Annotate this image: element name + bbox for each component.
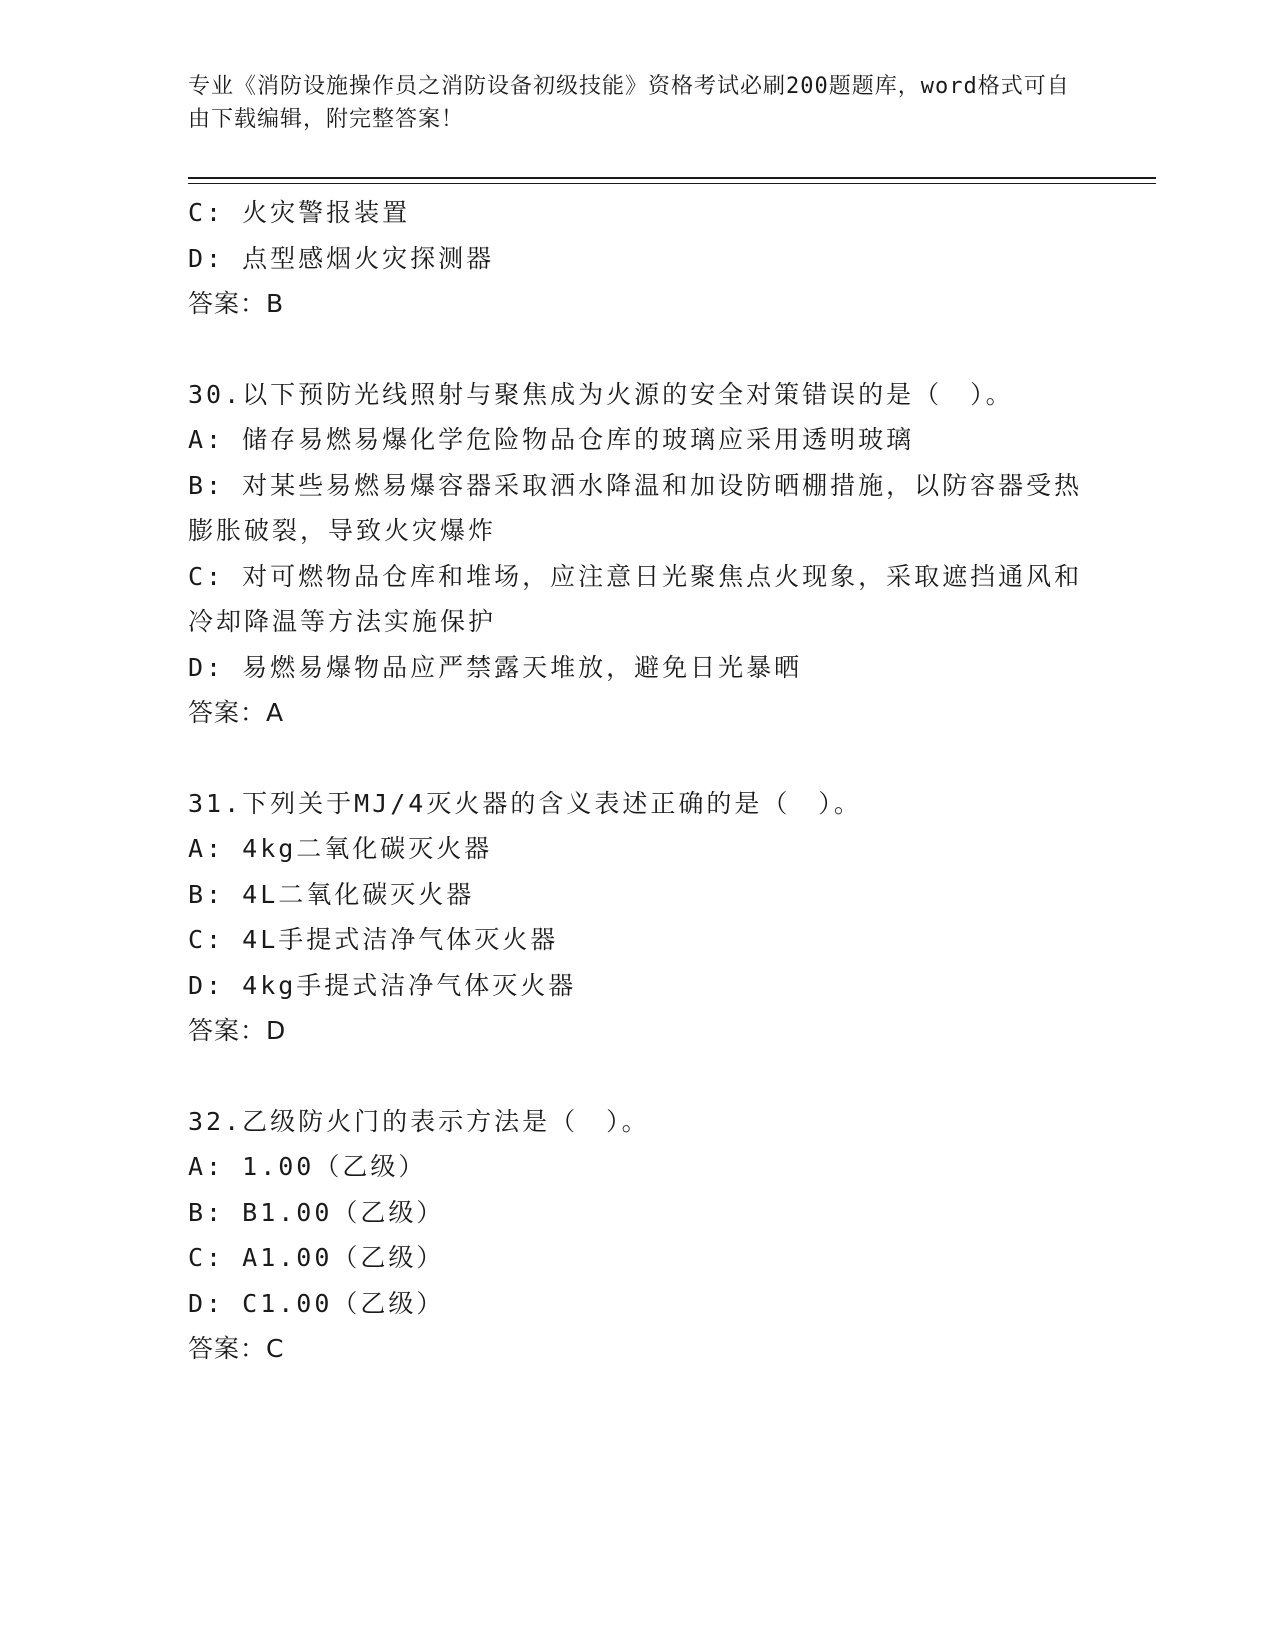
question-stem: 30.以下预防光线照射与聚焦成为火源的安全对策错误的是（ ）。	[188, 379, 1014, 409]
option-c: C: A1.00（乙级）	[188, 1243, 445, 1272]
option-b: B: 对某些易燃易爆容器采取洒水降温和加设防晒棚措施，以防容器受热膨胀破裂，导致火灾爆炸	[188, 470, 1083, 545]
answer-label: 答案：B	[188, 289, 285, 318]
option-d: D: C1.00（乙级）	[188, 1288, 445, 1318]
question-list	[188, 190, 1088, 1372]
option-c: C: 对可燃物品仓库和堆场，应注意日光聚焦点火现象，采取遮挡通风和冷却降温等方法实施保护	[188, 561, 1083, 636]
header-divider-thick	[188, 177, 1156, 179]
option-c: C: 火灾警报装置	[188, 198, 411, 227]
page-header: 专业《消防设施操作员之消防设备初级技能》资格考试必刷200题题库，word格式可自由下载编辑，附完整答案！	[188, 74, 1070, 132]
question-32	[188, 1099, 1088, 1372]
question-30	[188, 372, 1088, 736]
question-stem: 31.下列关于MJ/4灭火器的含义表述正确的是（ ）。	[188, 788, 862, 818]
option-b: B: 4L二氧化碳灭火器	[188, 879, 475, 909]
answer-label: 答案：A	[188, 698, 285, 727]
option-a: A: 4kg二氧化碳灭火器	[188, 834, 493, 863]
option-a: A: 1.00（乙级）	[188, 1152, 427, 1181]
question-31	[188, 781, 1088, 1054]
option-d: D: 点型感烟火灾探测器	[188, 243, 495, 273]
header-divider-thin	[188, 183, 1156, 184]
question-stem: 32.乙级防火门的表示方法是（ ）。	[188, 1106, 650, 1136]
carryover-question	[188, 190, 1088, 327]
option-d: D: 4kg手提式洁净气体灭火器	[188, 970, 577, 1000]
answer-label: 答案：D	[188, 1016, 287, 1045]
option-b: B: B1.00（乙级）	[188, 1197, 445, 1227]
answer-label: 答案：C	[188, 1334, 285, 1363]
option-c: C: 4L手提式洁净气体灭火器	[188, 925, 559, 954]
option-d: D: 易燃易爆物品应严禁露天堆放，避免日光暴晒	[188, 652, 803, 682]
option-a: A: 储存易燃易爆化学危险物品仓库的玻璃应采用透明玻璃	[188, 425, 915, 454]
